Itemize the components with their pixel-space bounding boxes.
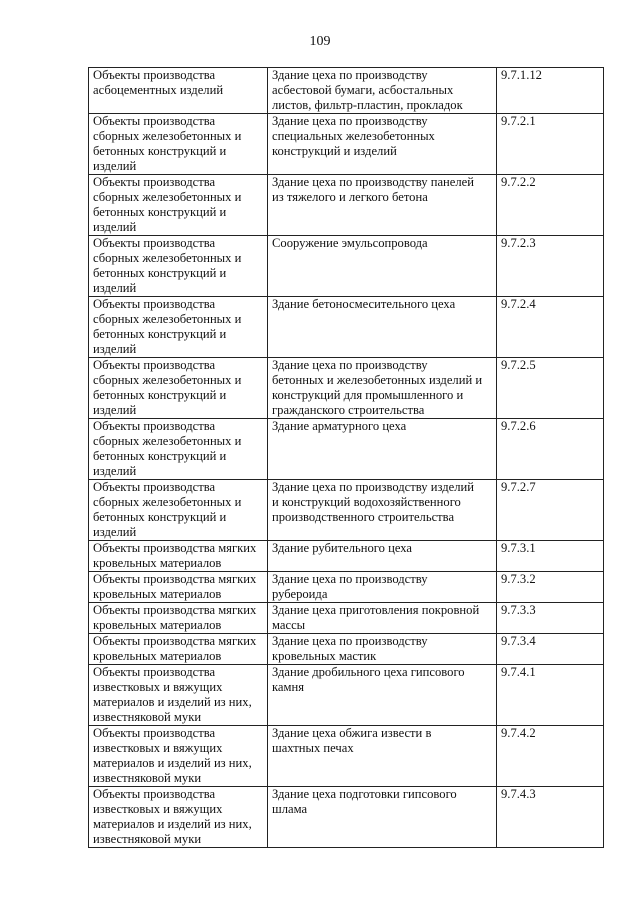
building-line: шахтных печах bbox=[272, 741, 354, 755]
code-cell bbox=[497, 419, 604, 480]
object-type-line: известняковой муки bbox=[93, 710, 202, 724]
object-type-cell bbox=[89, 419, 268, 480]
code-cell bbox=[497, 114, 604, 175]
code-cell bbox=[497, 665, 604, 726]
table-row bbox=[89, 358, 604, 419]
object-type-line: Объекты производства bbox=[93, 419, 216, 433]
object-type-cell bbox=[89, 726, 268, 787]
building-line: кровельных мастик bbox=[272, 649, 377, 663]
building-line: Здание цеха по производству bbox=[272, 572, 428, 586]
code-value: 9.7.4.1 bbox=[501, 665, 536, 679]
object-type-line: бетонных конструкций и bbox=[93, 510, 227, 524]
objects-table bbox=[88, 67, 604, 848]
building-cell bbox=[268, 572, 497, 603]
object-type-line: известковых и вяжущих bbox=[93, 802, 223, 816]
object-type-line: Объекты производства bbox=[93, 665, 216, 679]
object-type-line: изделий bbox=[93, 281, 137, 295]
table-row bbox=[89, 297, 604, 358]
building-line: специальных железобетонных bbox=[272, 129, 435, 143]
building-cell bbox=[268, 634, 497, 665]
table-row bbox=[89, 603, 604, 634]
object-type-line: сборных железобетонных и bbox=[93, 312, 242, 326]
building-cell bbox=[268, 419, 497, 480]
object-type-cell bbox=[89, 297, 268, 358]
building-line: листов, фильтр-пластин, прокладок bbox=[272, 98, 463, 112]
building-line: асбестовой бумаги, асбостальных bbox=[272, 83, 454, 97]
building-cell bbox=[268, 114, 497, 175]
table-row bbox=[89, 665, 604, 726]
object-type-line: известковых и вяжущих bbox=[93, 741, 223, 755]
building-line: бетонных и железобетонных изделий и bbox=[272, 373, 483, 387]
table-row bbox=[89, 480, 604, 541]
table-row bbox=[89, 419, 604, 480]
object-type-line: Объекты производства bbox=[93, 726, 216, 740]
object-type-line: Объекты производства мягких bbox=[93, 603, 257, 617]
code-value: 9.7.3.1 bbox=[501, 541, 536, 555]
table-body bbox=[89, 68, 604, 848]
code-value: 9.7.2.7 bbox=[501, 480, 536, 494]
building-line: конструкций и изделий bbox=[272, 144, 397, 158]
object-type-line: кровельных материалов bbox=[93, 556, 222, 570]
object-type-line: Объекты производства мягких bbox=[93, 634, 257, 648]
object-type-line: изделий bbox=[93, 159, 137, 173]
object-type-cell bbox=[89, 114, 268, 175]
code-cell bbox=[497, 541, 604, 572]
building-cell bbox=[268, 297, 497, 358]
building-cell bbox=[268, 236, 497, 297]
building-line: Здание дробильного цеха гипсового bbox=[272, 665, 465, 679]
code-value: 9.7.4.3 bbox=[501, 787, 536, 801]
object-type-line: бетонных конструкций и bbox=[93, 205, 227, 219]
table-row bbox=[89, 114, 604, 175]
table-row bbox=[89, 634, 604, 665]
code-value: 9.7.3.3 bbox=[501, 603, 536, 617]
object-type-line: изделий bbox=[93, 342, 137, 356]
object-type-line: сборных железобетонных и bbox=[93, 373, 242, 387]
code-cell bbox=[497, 358, 604, 419]
building-line: Здание цеха подготовки гипсового bbox=[272, 787, 457, 801]
object-type-cell bbox=[89, 787, 268, 848]
object-type-cell bbox=[89, 68, 268, 114]
building-line: производственного строительства bbox=[272, 510, 455, 524]
object-type-line: изделий bbox=[93, 220, 137, 234]
object-type-line: известковых и вяжущих bbox=[93, 680, 223, 694]
object-type-line: изделий bbox=[93, 525, 137, 539]
building-line: Здание цеха обжига извести в bbox=[272, 726, 432, 740]
object-type-line: материалов и изделий из них, bbox=[93, 695, 252, 709]
building-line: рубероида bbox=[272, 587, 328, 601]
building-line: Здание арматурного цеха bbox=[272, 419, 407, 433]
code-cell bbox=[497, 480, 604, 541]
code-value: 9.7.4.2 bbox=[501, 726, 536, 740]
building-line: Здание цеха по производству изделий bbox=[272, 480, 474, 494]
building-cell bbox=[268, 726, 497, 787]
table-row bbox=[89, 541, 604, 572]
object-type-cell bbox=[89, 634, 268, 665]
object-type-line: Объекты производства bbox=[93, 787, 216, 801]
building-line: гражданского строительства bbox=[272, 403, 425, 417]
building-line: камня bbox=[272, 680, 305, 694]
object-type-line: Объекты производства bbox=[93, 297, 216, 311]
building-line: из тяжелого и легкого бетона bbox=[272, 190, 428, 204]
object-type-line: Объекты производства мягких bbox=[93, 541, 257, 555]
code-value: 9.7.2.2 bbox=[501, 175, 536, 189]
code-cell bbox=[497, 787, 604, 848]
code-value: 9.7.2.6 bbox=[501, 419, 536, 433]
object-type-line: известняковой муки bbox=[93, 832, 202, 846]
object-type-line: материалов и изделий из них, bbox=[93, 756, 252, 770]
code-cell bbox=[497, 297, 604, 358]
object-type-line: сборных железобетонных и bbox=[93, 434, 242, 448]
code-cell bbox=[497, 726, 604, 787]
code-value: 9.7.2.1 bbox=[501, 114, 536, 128]
building-line: Здание рубительного цеха bbox=[272, 541, 412, 555]
object-type-line: изделий bbox=[93, 403, 137, 417]
code-value: 9.7.3.4 bbox=[501, 634, 536, 648]
object-type-cell bbox=[89, 572, 268, 603]
object-type-line: Объекты производства bbox=[93, 68, 216, 82]
object-type-line: Объекты производства bbox=[93, 114, 216, 128]
object-type-cell bbox=[89, 665, 268, 726]
object-type-line: бетонных конструкций и bbox=[93, 266, 227, 280]
code-value: 9.7.2.3 bbox=[501, 236, 536, 250]
object-type-cell bbox=[89, 541, 268, 572]
object-type-line: бетонных конструкций и bbox=[93, 388, 227, 402]
building-line: Здание цеха по производству bbox=[272, 634, 428, 648]
building-cell bbox=[268, 541, 497, 572]
object-type-line: изделий bbox=[93, 464, 137, 478]
object-type-cell bbox=[89, 480, 268, 541]
code-cell bbox=[497, 603, 604, 634]
object-type-line: кровельных материалов bbox=[93, 649, 222, 663]
object-type-line: Объекты производства мягких bbox=[93, 572, 257, 586]
building-line: Здание цеха по производству bbox=[272, 114, 428, 128]
table-row bbox=[89, 787, 604, 848]
object-type-cell bbox=[89, 175, 268, 236]
building-cell bbox=[268, 175, 497, 236]
table-row bbox=[89, 175, 604, 236]
code-value: 9.7.3.2 bbox=[501, 572, 536, 586]
code-cell bbox=[497, 634, 604, 665]
object-type-cell bbox=[89, 358, 268, 419]
object-type-line: Объекты производства bbox=[93, 358, 216, 372]
object-type-line: Объекты производства bbox=[93, 236, 216, 250]
object-type-line: сборных железобетонных и bbox=[93, 251, 242, 265]
building-cell bbox=[268, 787, 497, 848]
object-type-line: кровельных материалов bbox=[93, 618, 222, 632]
code-cell bbox=[497, 572, 604, 603]
building-line: конструкций для промышленного и bbox=[272, 388, 464, 402]
object-type-line: бетонных конструкций и bbox=[93, 327, 227, 341]
object-type-line: асбоцементных изделий bbox=[93, 83, 224, 97]
code-value: 9.7.2.4 bbox=[501, 297, 536, 311]
table-row bbox=[89, 68, 604, 114]
table-row bbox=[89, 236, 604, 297]
object-type-line: Объекты производства bbox=[93, 175, 216, 189]
building-line: Здание цеха по производству bbox=[272, 68, 428, 82]
object-type-line: сборных железобетонных и bbox=[93, 495, 242, 509]
building-line: Здание цеха приготовления покровной bbox=[272, 603, 480, 617]
code-cell bbox=[497, 68, 604, 114]
object-type-line: бетонных конструкций и bbox=[93, 449, 227, 463]
building-line: шлама bbox=[272, 802, 308, 816]
building-cell bbox=[268, 480, 497, 541]
building-cell bbox=[268, 68, 497, 114]
object-type-line: бетонных конструкций и bbox=[93, 144, 227, 158]
object-type-cell bbox=[89, 236, 268, 297]
building-cell bbox=[268, 358, 497, 419]
object-type-line: сборных железобетонных и bbox=[93, 129, 242, 143]
table-row bbox=[89, 726, 604, 787]
object-type-line: сборных железобетонных и bbox=[93, 190, 242, 204]
code-cell bbox=[497, 236, 604, 297]
building-line: Сооружение эмульсопровода bbox=[272, 236, 428, 250]
building-cell bbox=[268, 665, 497, 726]
object-type-line: Объекты производства bbox=[93, 480, 216, 494]
code-cell bbox=[497, 175, 604, 236]
code-value: 9.7.2.5 bbox=[501, 358, 536, 372]
page-number: 109 bbox=[309, 34, 331, 49]
object-type-line: кровельных материалов bbox=[93, 587, 222, 601]
object-type-line: известняковой муки bbox=[93, 771, 202, 785]
building-line: Здание цеха по производству панелей bbox=[272, 175, 475, 189]
building-line: массы bbox=[272, 618, 306, 632]
object-type-cell bbox=[89, 603, 268, 634]
object-type-line: материалов и изделий из них, bbox=[93, 817, 252, 831]
table-row bbox=[89, 572, 604, 603]
building-line: Здание цеха по производству bbox=[272, 358, 428, 372]
code-value: 9.7.1.12 bbox=[501, 68, 542, 82]
building-line: и конструкций водохозяйственного bbox=[272, 495, 461, 509]
building-cell bbox=[268, 603, 497, 634]
building-line: Здание бетоносмесительного цеха bbox=[272, 297, 456, 311]
